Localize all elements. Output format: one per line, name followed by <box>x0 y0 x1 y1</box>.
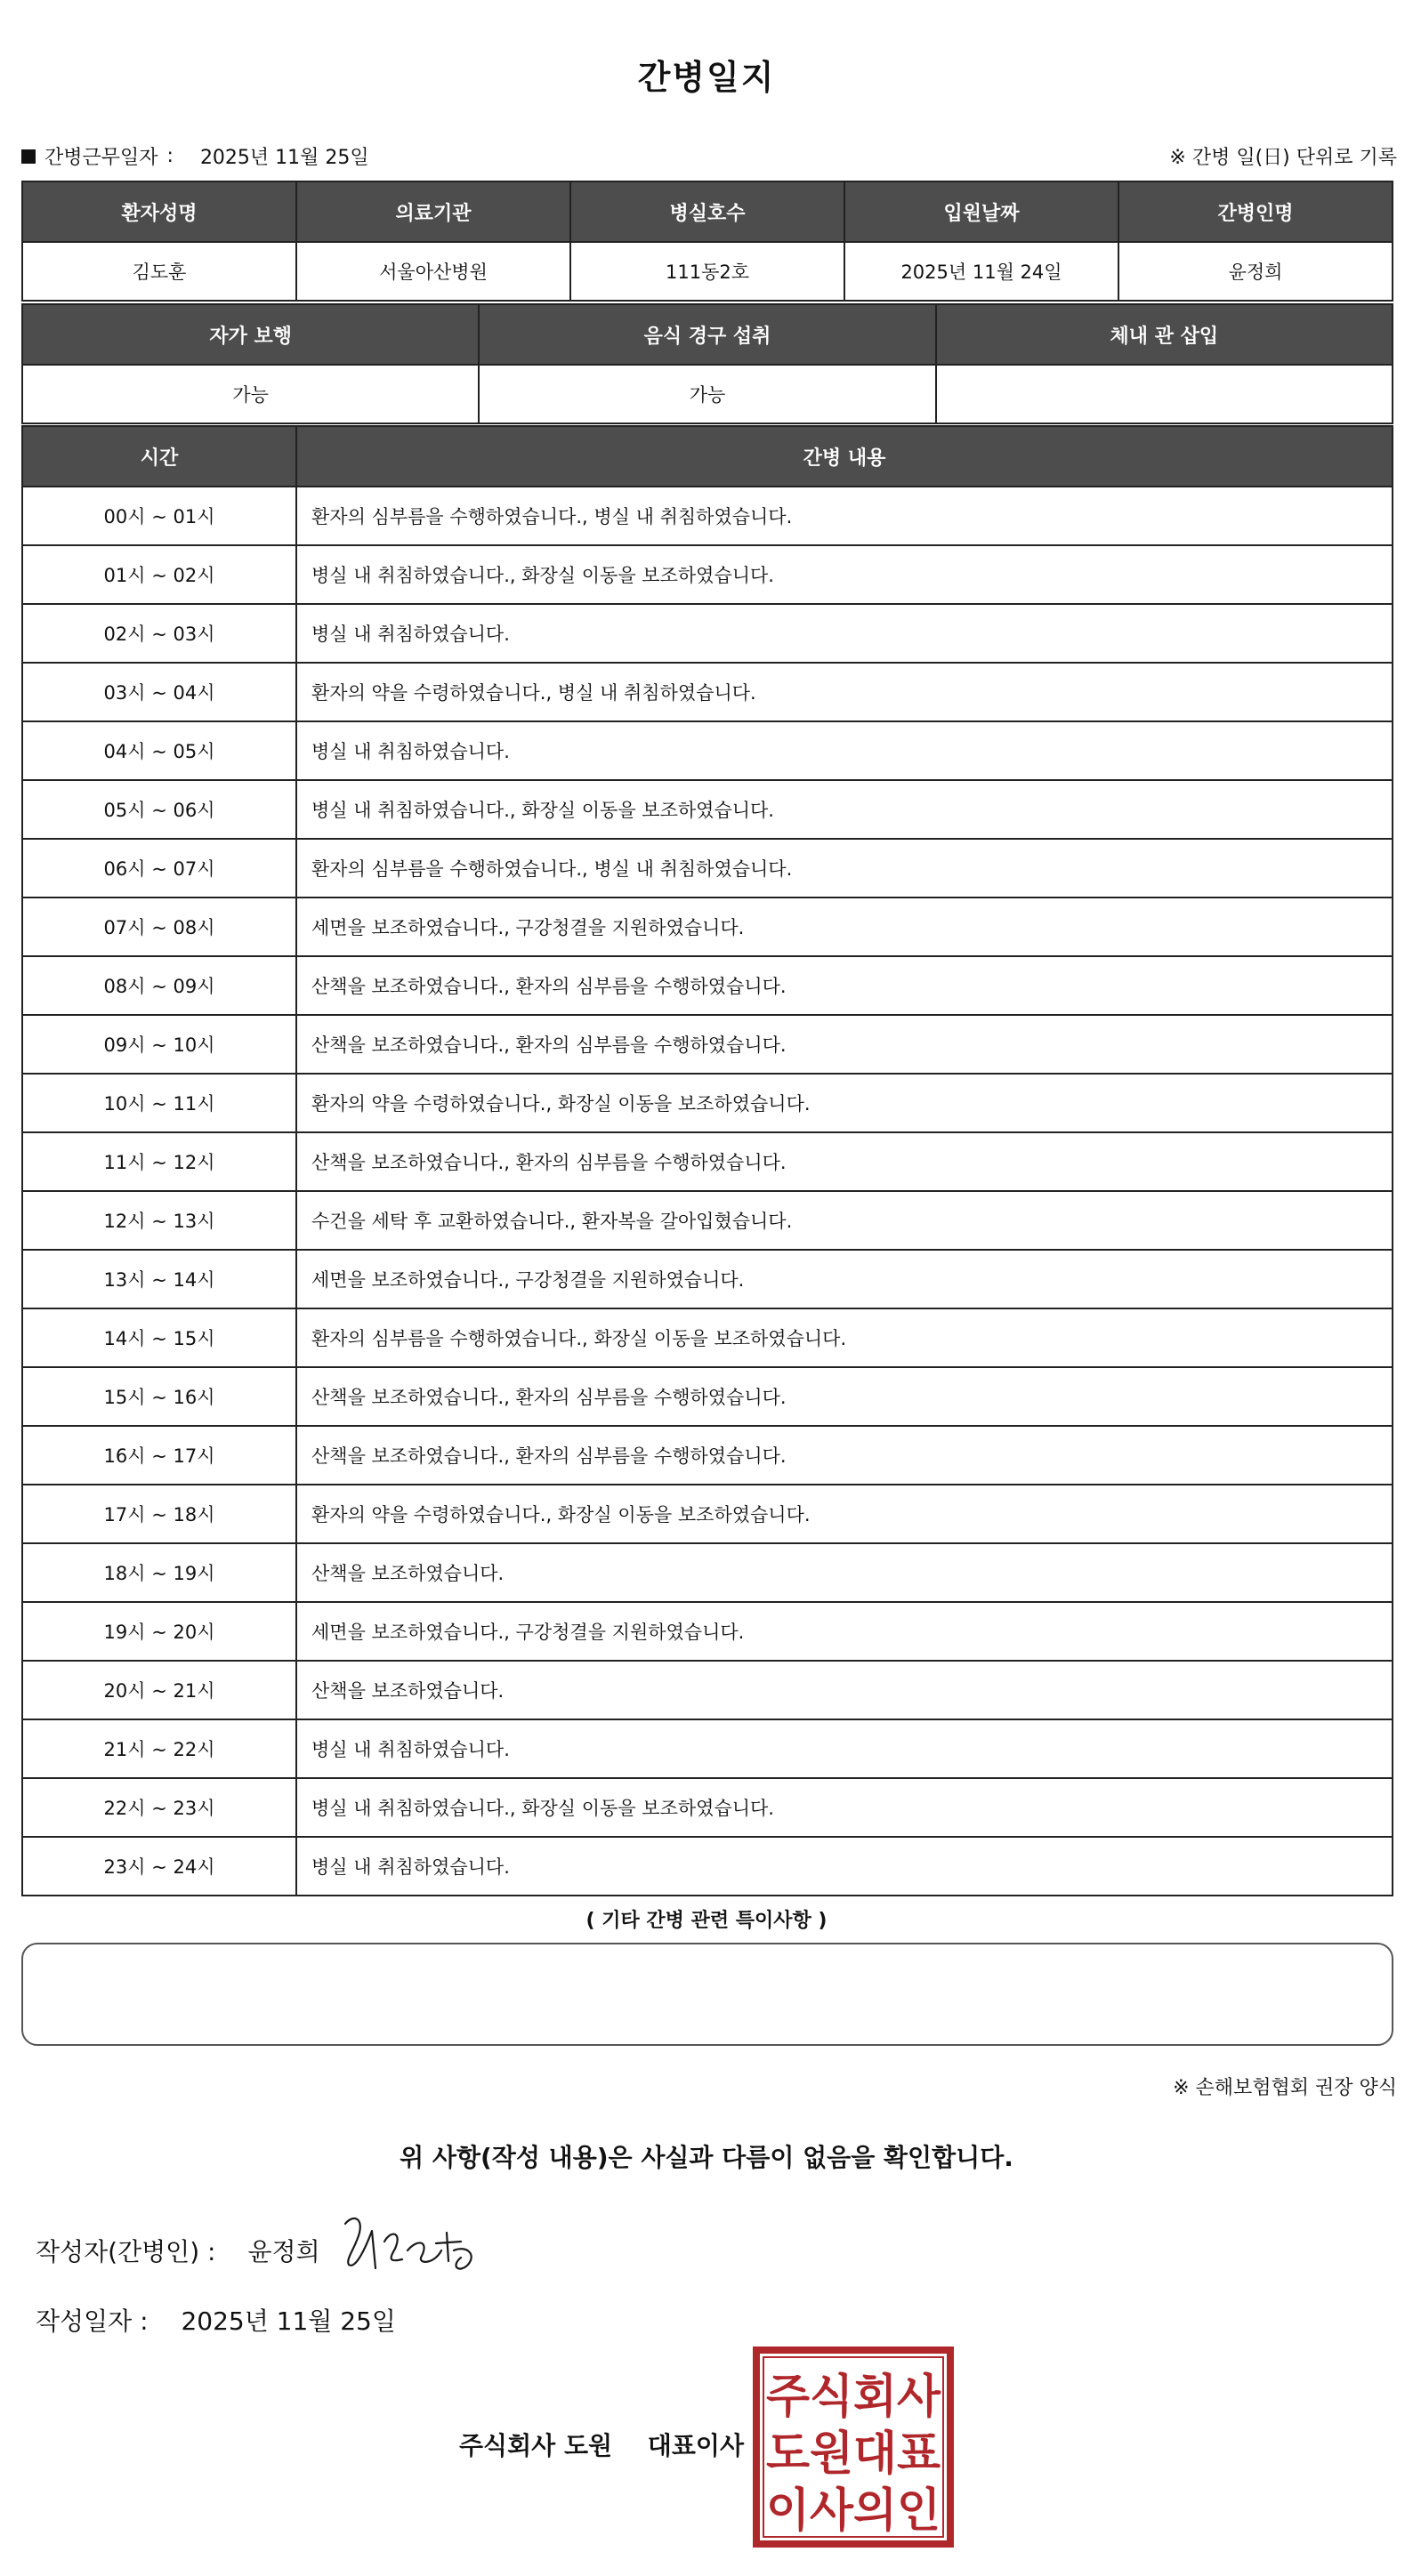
table-row <box>22 545 1393 604</box>
care-content: 환자의 심부름을 수행하였습니다., 병실 내 취침하였습니다. <box>296 839 1393 898</box>
table-row <box>22 1308 1393 1367</box>
care-content: 세면을 보조하였습니다., 구강청결을 지원하였습니다. <box>296 1602 1393 1661</box>
header-care-content: 간병 내용 <box>296 426 1393 487</box>
care-content: 병실 내 취침하였습니다., 화장실 이동을 보조하였습니다. <box>296 1778 1393 1837</box>
care-time: 13시 ~ 14시 <box>22 1250 296 1308</box>
table-row <box>22 956 1393 1015</box>
table-row <box>22 780 1393 839</box>
association-note: ※ 손해보험협회 권장 양식 <box>1173 2077 1397 2099</box>
page-title: 간병일지 <box>637 58 776 97</box>
header-self-walking: 자가 보행 <box>22 304 479 365</box>
care-content: 산책을 보조하였습니다., 환자의 심부름을 수행하였습니다. <box>296 1367 1393 1426</box>
write-date-row <box>36 2302 396 2338</box>
confirm-statement: 위 사항(작성 내용)은 사실과 다름이 없음을 확인합니다. <box>400 2143 1013 2172</box>
care-time: 06시 ~ 07시 <box>22 839 296 898</box>
work-date-value: 2025년 11월 25일 <box>199 147 369 169</box>
writer-label: 작성자(간병인) : <box>36 2237 216 2266</box>
care-content: 산책을 보조하였습니다., 환자의 심부름을 수행하였습니다. <box>296 1132 1393 1191</box>
seal-line-3: 이사의인 <box>766 2484 941 2538</box>
patient-name: 김도훈 <box>22 242 296 301</box>
caregiver-name: 윤정희 <box>1118 242 1393 301</box>
handwritten-signature <box>336 2206 497 2286</box>
care-content: 병실 내 취침하였습니다. <box>296 721 1393 780</box>
table-row <box>22 1250 1393 1308</box>
seal-line-1: 주식회사 <box>766 2371 941 2424</box>
care-time: 14시 ~ 15시 <box>22 1308 296 1367</box>
header-admission-date: 입원날짜 <box>844 181 1118 242</box>
header-oral-intake: 음식 경구 섭취 <box>479 304 935 365</box>
table-row <box>22 1661 1393 1719</box>
patient-info-header-row <box>22 181 1393 242</box>
table-row <box>22 1015 1393 1074</box>
table-row <box>22 1543 1393 1602</box>
care-time: 01시 ~ 02시 <box>22 545 296 604</box>
care-time: 23시 ~ 24시 <box>22 1837 296 1896</box>
care-content: 병실 내 취침하였습니다. <box>296 1719 1393 1778</box>
seal-line-2: 도원대표 <box>766 2427 941 2481</box>
write-date-label: 작성일자 : <box>36 2306 149 2336</box>
table-row <box>22 1837 1393 1896</box>
patient-status-table <box>21 303 1393 424</box>
care-time: 19시 ~ 20시 <box>22 1602 296 1661</box>
care-content: 세면을 보조하였습니다., 구강청결을 지원하였습니다. <box>296 1250 1393 1308</box>
patient-status-value-row <box>22 365 1393 423</box>
table-row <box>22 663 1393 721</box>
table-row <box>22 1602 1393 1661</box>
work-date-separator: : <box>166 145 174 167</box>
table-row <box>22 721 1393 780</box>
patient-status-header-row <box>22 304 1393 365</box>
care-time: 15시 ~ 16시 <box>22 1367 296 1426</box>
table-row <box>22 1485 1393 1543</box>
table-row <box>22 1367 1393 1426</box>
table-row <box>22 1191 1393 1250</box>
care-content: 환자의 약을 수령하였습니다., 화장실 이동을 보조하였습니다. <box>296 1074 1393 1132</box>
work-date-row <box>21 142 369 170</box>
care-content: 환자의 약을 수령하였습니다., 화장실 이동을 보조하였습니다. <box>296 1485 1393 1543</box>
tube-insertion-value <box>936 365 1393 423</box>
care-content: 병실 내 취침하였습니다. <box>296 1837 1393 1896</box>
care-time: 17시 ~ 18시 <box>22 1485 296 1543</box>
record-unit-note: ※ 간병 일(日) 단위로 기록 <box>1169 147 1397 169</box>
table-row <box>22 898 1393 956</box>
care-time: 10시 ~ 11시 <box>22 1074 296 1132</box>
company-row <box>459 2427 744 2462</box>
table-row <box>22 1719 1393 1778</box>
hospital-name: 서울아산병원 <box>296 242 570 301</box>
care-content: 환자의 심부름을 수행하였습니다., 화장실 이동을 보조하였습니다. <box>296 1308 1393 1367</box>
care-content: 산책을 보조하였습니다., 환자의 심부름을 수행하였습니다. <box>296 1015 1393 1074</box>
header-caregiver-name: 간병인명 <box>1118 181 1393 242</box>
table-row <box>22 487 1393 545</box>
write-date-value: 2025년 11월 25일 <box>181 2306 396 2336</box>
header-room: 병실호수 <box>570 181 844 242</box>
company-seal <box>753 2347 954 2548</box>
notes-title: ( 기타 간병 관련 특이사항 ) <box>585 1910 828 1932</box>
care-time: 16시 ~ 17시 <box>22 1426 296 1485</box>
admission-date: 2025년 11월 24일 <box>844 242 1118 301</box>
header-patient-name: 환자성명 <box>22 181 296 242</box>
care-content: 병실 내 취침하였습니다. <box>296 604 1393 663</box>
square-bullet-icon <box>21 149 36 164</box>
care-time: 07시 ~ 08시 <box>22 898 296 956</box>
care-content: 환자의 심부름을 수행하였습니다., 병실 내 취침하였습니다. <box>296 487 1393 545</box>
care-content: 산책을 보조하였습니다., 환자의 심부름을 수행하였습니다. <box>296 956 1393 1015</box>
care-time: 04시 ~ 05시 <box>22 721 296 780</box>
writer-row <box>36 2233 320 2268</box>
patient-info-value-row <box>22 242 1393 301</box>
care-content: 산책을 보조하였습니다. <box>296 1661 1393 1719</box>
care-content: 병실 내 취침하였습니다., 화장실 이동을 보조하였습니다. <box>296 780 1393 839</box>
care-time: 21시 ~ 22시 <box>22 1719 296 1778</box>
care-content: 산책을 보조하였습니다., 환자의 심부름을 수행하였습니다. <box>296 1426 1393 1485</box>
patient-info-table <box>21 181 1393 302</box>
writer-name: 윤정희 <box>247 2237 320 2266</box>
work-date-label: 간병근무일자 <box>44 147 158 169</box>
header-tube-insertion: 체내 관 삽입 <box>936 304 1393 365</box>
care-table-body <box>22 487 1393 1896</box>
care-content: 산책을 보조하였습니다. <box>296 1543 1393 1602</box>
care-time: 03시 ~ 04시 <box>22 663 296 721</box>
self-walking-value: 가능 <box>22 365 479 423</box>
care-header-row <box>22 426 1393 487</box>
oral-intake-value: 가능 <box>479 365 935 423</box>
care-time: 11시 ~ 12시 <box>22 1132 296 1191</box>
care-time: 20시 ~ 21시 <box>22 1661 296 1719</box>
care-time: 00시 ~ 01시 <box>22 487 296 545</box>
table-row <box>22 839 1393 898</box>
company-name: 주식회사 도원 <box>459 2431 613 2460</box>
care-content-table <box>21 425 1393 1896</box>
representative-title: 대표이사 <box>647 2431 744 2460</box>
care-content: 환자의 약을 수령하였습니다., 병실 내 취침하였습니다. <box>296 663 1393 721</box>
care-time: 22시 ~ 23시 <box>22 1778 296 1837</box>
care-time: 09시 ~ 10시 <box>22 1015 296 1074</box>
care-content: 병실 내 취침하였습니다., 화장실 이동을 보조하였습니다. <box>296 545 1393 604</box>
care-time: 05시 ~ 06시 <box>22 780 296 839</box>
care-time: 12시 ~ 13시 <box>22 1191 296 1250</box>
table-row <box>22 604 1393 663</box>
care-time: 08시 ~ 09시 <box>22 956 296 1015</box>
room-number: 111동2호 <box>570 242 844 301</box>
table-row <box>22 1426 1393 1485</box>
table-row <box>22 1074 1393 1132</box>
table-row <box>22 1778 1393 1837</box>
care-content: 수건을 세탁 후 교환하였습니다., 환자복을 갈아입혔습니다. <box>296 1191 1393 1250</box>
notes-box <box>21 1943 1393 2046</box>
table-row <box>22 1132 1393 1191</box>
care-time: 02시 ~ 03시 <box>22 604 296 663</box>
care-content: 세면을 보조하였습니다., 구강청결을 지원하였습니다. <box>296 898 1393 956</box>
header-hospital: 의료기관 <box>296 181 570 242</box>
care-time: 18시 ~ 19시 <box>22 1543 296 1602</box>
header-time: 시간 <box>22 426 296 487</box>
